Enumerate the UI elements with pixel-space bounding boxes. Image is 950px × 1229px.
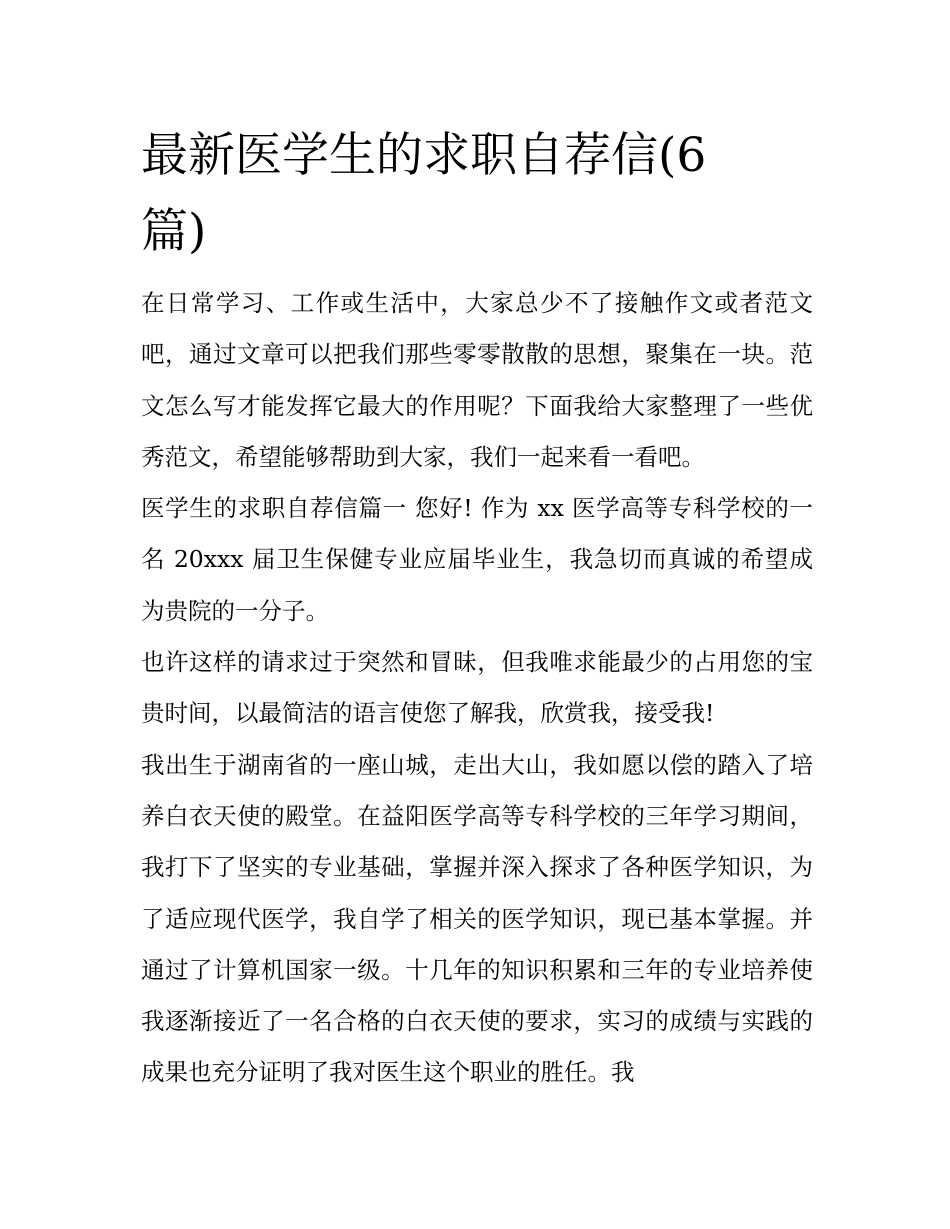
background-paragraph: 我出生于湖南省的一座山城，走出大山，我如愿以偿的踏入了培养白衣天使的殿堂。在益阳医学高等专科学校的三年学习期间，我打下了坚实的专业基础，掌握并深入探求了各种医学知识，为了适应现代医学，我自学了相关的医学知识，现已基本掌握。并通过了计算机国家一级。十几年的知识积累和三年的专业培养使我逐渐接近了一名合格的白衣天使的要求，实习的成绩与实践的成果也充分证明了我对医生这个职业的胜任。我 bbox=[141, 750, 813, 1087]
request-paragraph: 也许这样的请求过于突然和冒昧，但我唯求能最少的占用您的宝贵时间，以最简洁的语言使您了解我，欣赏我，接受我! bbox=[141, 648, 813, 728]
intro-paragraph: 在日常学习、工作或生活中，大家总少不了接触作文或者范文吧，通过文章可以把我们那些零零散散的思想，聚集在一块。范文怎么写才能发挥它最大的作用呢？下面我给大家整理了一些优秀范文，希望能够帮助到大家，我们一起来看一看吧。 bbox=[141, 289, 813, 471]
document-title: 最新医学生的求职自荐信(6篇) bbox=[141, 128, 707, 259]
document-body bbox=[141, 118, 813, 1099]
greeting-paragraph: 医学生的求职自荐信篇一 您好! 作为 xx 医学高等专科学校的一名 20xxx 届卫生保健专业应届毕业生，我急切而真诚的希望成为贵院的一分子。 bbox=[141, 494, 813, 625]
